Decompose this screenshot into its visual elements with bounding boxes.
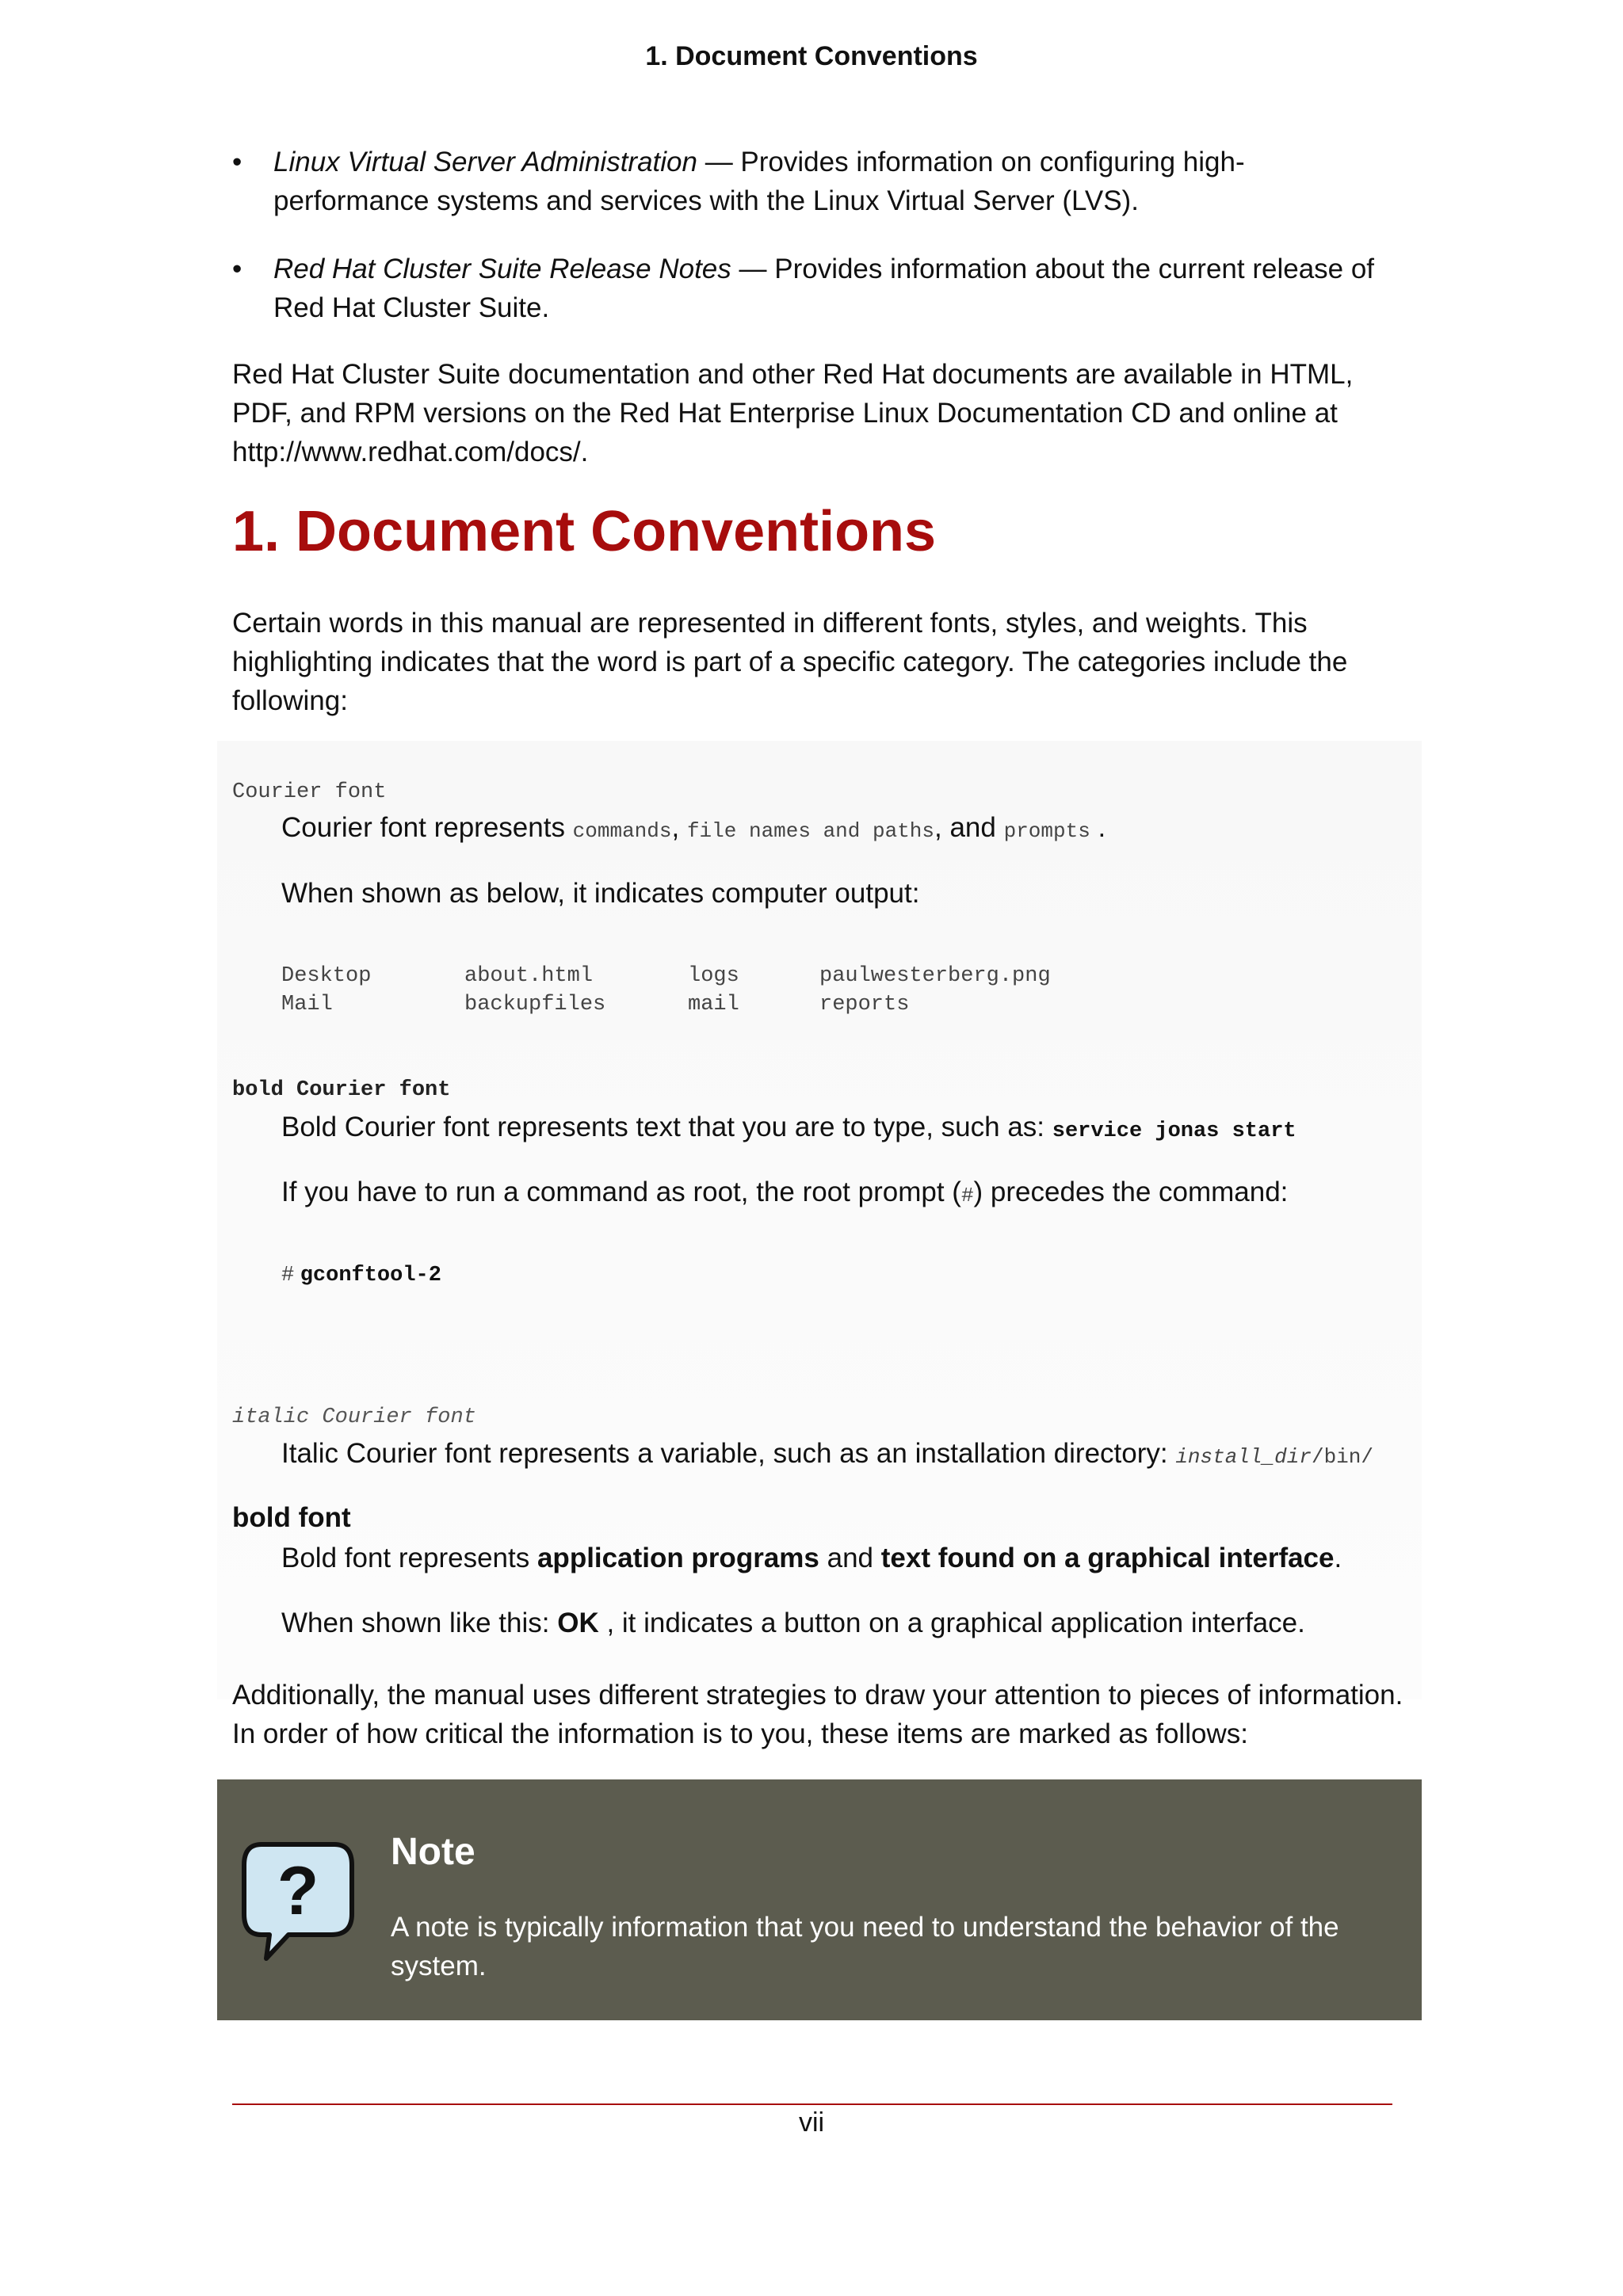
- guide-list: [232, 143, 1397, 357]
- svg-text:?: ?: [277, 1853, 319, 1929]
- question-mark-icon: [238, 1838, 358, 1966]
- bold-courier-description: [281, 1108, 1415, 1151]
- section-title: 1. Document Conventions: [232, 500, 937, 563]
- separator: , and: [934, 812, 1004, 843]
- description-text: Bold Courier font represents text that you are to type, such as:: [281, 1112, 1052, 1142]
- footer-rule: [232, 2103, 1392, 2105]
- description-text: , it indicates a button on a graphical application interface.: [598, 1608, 1305, 1638]
- list-item: [232, 250, 1397, 327]
- page-number: vii: [798, 2107, 825, 2138]
- output-cell: about.html: [464, 964, 594, 988]
- bold-text: application programs: [537, 1543, 819, 1573]
- attention-paragraph: Additionally, the manual uses different strategies to draw your attention to pieces of information. In order of how critical the information is to you, these items are marked as follows:: [232, 1680, 1403, 1749]
- output-cell: Desktop: [281, 964, 372, 988]
- courier-term: Courier font: [232, 780, 387, 804]
- output-cell: paulwesterberg.png: [819, 964, 1051, 988]
- output-cell: Mail: [281, 993, 333, 1016]
- output-row: [281, 962, 1051, 990]
- inline-code: file names and paths: [686, 819, 935, 843]
- inline-command: service jonas start: [1052, 1119, 1296, 1143]
- guide-title: Linux Virtual Server Administration: [273, 147, 697, 177]
- bold-text: OK: [557, 1608, 599, 1638]
- root-prompt: #: [281, 1264, 295, 1287]
- inline-code: prompts: [1003, 819, 1090, 843]
- guide-title: Red Hat Cluster Suite Release Notes: [273, 254, 731, 284]
- output-row: [281, 990, 1051, 1019]
- description-text: Bold font represents: [281, 1543, 537, 1573]
- inline-code: /bin/: [1311, 1445, 1373, 1469]
- list-item: [232, 143, 1397, 220]
- root-prompt-description: [281, 1173, 1415, 1215]
- description-text: and: [819, 1543, 881, 1573]
- command-text: gconftool-2: [300, 1264, 441, 1287]
- italic-courier-description: [281, 1434, 1415, 1477]
- output-cell: backupfiles: [464, 993, 606, 1016]
- description-text: ) precedes the command:: [973, 1177, 1289, 1207]
- description-text: If you have to run a command as root, the root prompt (: [281, 1177, 961, 1207]
- inline-variable: install_dir: [1175, 1445, 1312, 1469]
- guide-description: — Provides information on configuring high-performance systems and services with the Linux Virtual Server (LVS).: [273, 147, 1245, 216]
- bold-font-term: bold font: [232, 1502, 351, 1533]
- inline-code: commands: [572, 819, 672, 843]
- computer-output: [281, 962, 1051, 1019]
- running-head: 1. Document Conventions: [645, 41, 978, 71]
- output-cell: logs: [688, 964, 739, 988]
- inline-code: #: [960, 1184, 974, 1207]
- separator: .: [1090, 812, 1106, 843]
- description-text: When shown like this:: [281, 1608, 558, 1638]
- note-text: A note is typically information that you need to understand the behavior of the system.: [391, 1912, 1339, 1981]
- output-cell: mail: [688, 993, 739, 1016]
- availability-paragraph: Red Hat Cluster Suite documentation and other Red Hat documents are available in HTML, PDF, and RPM versions on the Red Hat Enterprise Linux Documentation CD and online at http://www.redhat.com/docs/.: [232, 359, 1354, 467]
- separator: ,: [671, 812, 687, 843]
- button-description: [281, 1604, 1415, 1642]
- note-title: Note: [391, 1831, 475, 1873]
- bold-courier-term: bold Courier font: [232, 1078, 451, 1102]
- output-cell: reports: [819, 993, 910, 1016]
- bullet: •: [232, 147, 242, 177]
- description-text: .: [1334, 1543, 1342, 1573]
- output-intro: When shown as below, it indicates computer output:: [281, 878, 920, 909]
- courier-description: [281, 808, 1415, 851]
- italic-courier-term: italic Courier font: [232, 1405, 476, 1429]
- description-text: Courier font represents: [281, 812, 573, 843]
- description-text: Italic Courier font represents a variable, such as an installation directory:: [281, 1438, 1176, 1469]
- command-example: [281, 1261, 1415, 1287]
- guide-description: — Provides information about the current release of Red Hat Cluster Suite.: [273, 254, 1375, 323]
- bold-text: text found on a graphical interface: [880, 1543, 1335, 1573]
- intro-paragraph: Certain words in this manual are represented in different fonts, styles, and weights. This highlighting indicates that the word is part of a specific category. The categories include the following:: [232, 608, 1348, 716]
- bullet: •: [232, 254, 242, 284]
- bold-font-description: [281, 1539, 1415, 1577]
